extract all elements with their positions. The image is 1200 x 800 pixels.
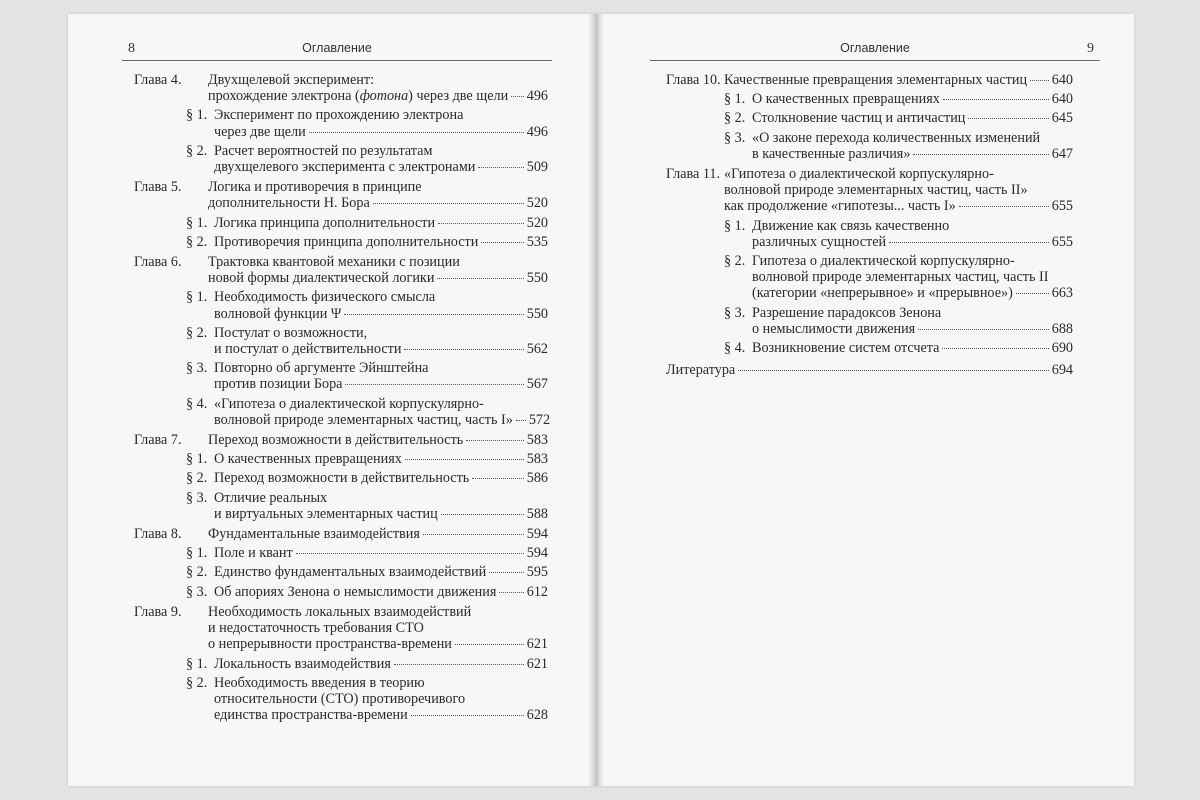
section-title: Возникновение систем отсчета (752, 340, 940, 357)
page-number: 550 (526, 270, 548, 287)
chapter-title-row (134, 254, 548, 270)
page-number: 509 (526, 159, 548, 176)
page-number: 628 (526, 707, 548, 724)
chapter-label: Глава 7. (134, 432, 182, 449)
chapter-title-row (134, 270, 548, 286)
chapter-title: волновой природе элементарных частиц, часть II» (724, 182, 1028, 199)
chapter-title-row (666, 72, 1073, 88)
section-title: Расчет вероятностей по результатам (214, 142, 433, 159)
section-title: Необходимость физического смысла (214, 289, 436, 306)
chapter-title-row (134, 88, 548, 104)
section-title-row (724, 110, 1073, 126)
section-title: о немыслимости движения (752, 320, 916, 337)
chapter-title: о непрерывности пространства-времени (208, 636, 452, 653)
section-title: волновой природе элементарных частиц, часть I» (214, 411, 513, 428)
section-label: § 3. (186, 489, 208, 506)
chapter-title: «Гипотеза о диалектической корпускулярно- (724, 166, 994, 183)
section-title: Необходимость введения в теорию (214, 674, 425, 691)
section-label: § 1. (186, 655, 208, 672)
section-title: Столкновение частиц и античастиц (752, 110, 966, 127)
chapter-title: Необходимость локальных взаимодействий (208, 603, 472, 620)
page-number: 621 (526, 655, 548, 672)
toc-section (134, 325, 548, 357)
section-title-row (186, 107, 548, 123)
toc-section (666, 340, 1073, 356)
toc-section (666, 130, 1073, 162)
section-title-row (724, 269, 1073, 285)
section-title-row (186, 490, 548, 506)
toc-section (134, 289, 548, 321)
chapter-title: как продолжение «гипотезы... часть I» (724, 198, 956, 215)
dot-leader (942, 348, 1048, 349)
section-title: «Гипотеза о диалектической корпускулярно- (214, 395, 484, 412)
section-title-row (186, 376, 548, 392)
chapter-title: дополнительности Н. Бора (208, 195, 370, 212)
section-label: § 3. (186, 583, 208, 600)
dot-leader (373, 203, 524, 204)
toc-literature (666, 362, 1073, 378)
section-title-row (186, 234, 548, 250)
left-page-number: 8 (128, 41, 135, 56)
section-title-row (724, 285, 1073, 301)
dot-leader (404, 349, 523, 350)
dot-leader (913, 154, 1048, 155)
dot-leader (499, 592, 523, 593)
page-number: 655 (1051, 233, 1073, 250)
section-title: Противоречия принципа дополнительности (214, 233, 479, 250)
section-title-row (186, 325, 548, 341)
section-title-row (186, 341, 548, 357)
section-title: Повторно об аргументе Эйнштейна (214, 360, 429, 377)
toc-section (134, 451, 548, 467)
section-title: в качественные различия» (752, 145, 911, 162)
section-title: и постулат о действительности (214, 341, 402, 358)
chapter-title: прохождение электрона (фотона) через две щели (208, 88, 509, 105)
section-title-row (186, 159, 548, 175)
dot-leader (511, 96, 524, 97)
section-title: Локальность взаимодействия (214, 655, 391, 672)
toc-chapter (666, 166, 1073, 356)
dot-leader (411, 715, 524, 716)
chapter-title: Двухщелевой эксперимент: (208, 72, 375, 88)
section-title-row (186, 675, 548, 691)
page-number: 688 (1051, 320, 1073, 337)
page-number: 663 (1051, 285, 1073, 302)
chapter-title-row (134, 604, 548, 620)
section-label: § 1. (724, 91, 746, 108)
section-title-row (186, 289, 548, 305)
right-page-header (650, 40, 1100, 61)
section-label: § 1. (186, 214, 208, 231)
toc-section (134, 470, 548, 486)
toc-chapter (134, 254, 551, 428)
dot-leader (345, 384, 523, 385)
section-title-row (186, 656, 548, 672)
section-title: Эксперимент по прохождению электрона (214, 107, 464, 124)
section-title: О качественных превращениях (214, 451, 402, 468)
dot-leader (1016, 293, 1049, 294)
dot-leader (738, 370, 1048, 371)
left-page-running-title: Оглавление (302, 41, 372, 55)
section-label: § 2. (186, 142, 208, 159)
section-title-row (724, 234, 1073, 250)
chapter-title-row (134, 620, 548, 636)
page-number: 647 (1051, 145, 1073, 162)
section-label: § 1. (724, 217, 746, 234)
section-title: единства пространства-времени (214, 707, 408, 724)
dot-leader (918, 329, 1049, 330)
dot-leader (959, 206, 1049, 207)
section-title-row (186, 564, 548, 580)
toc-chapter (134, 432, 548, 522)
section-title: двухщелевого эксперимента с электронами (214, 159, 476, 176)
chapter-title-row (134, 72, 548, 88)
chapter-label: Глава 8. (134, 526, 182, 543)
chapter-title-row (134, 179, 548, 195)
section-label: § 4. (186, 395, 208, 412)
chapter-title: новой формы диалектической логики (208, 270, 435, 287)
section-title-row (186, 124, 548, 140)
left-page-toc (134, 72, 551, 727)
chapter-title: Фундаментальные взаимодействия (208, 526, 420, 543)
section-label: § 4. (724, 340, 746, 357)
section-title-row (724, 146, 1073, 162)
right-page-toc (666, 72, 1073, 378)
page-number: 535 (526, 233, 548, 250)
page-number: 621 (526, 636, 548, 653)
section-title-row (186, 411, 551, 428)
section-title: Гипотеза о диалектической корпускулярно- (752, 253, 1015, 270)
dot-leader (943, 99, 1049, 100)
section-title: волновой функции Ψ (214, 305, 342, 322)
chapter-label: Глава 9. (134, 603, 182, 620)
dot-leader (405, 459, 524, 460)
dot-leader (516, 420, 526, 421)
section-title-row (186, 451, 548, 467)
chapter-label: Глава 11. (666, 166, 721, 183)
right-page-running-title: Оглавление (840, 41, 910, 55)
dot-leader (455, 644, 524, 645)
section-label: § 1. (186, 289, 208, 306)
dot-leader (889, 242, 1049, 243)
section-title: различных сущностей (752, 233, 887, 250)
section-title-row (186, 545, 548, 561)
left-page-header (122, 40, 552, 61)
literature-title: Литература (666, 362, 736, 379)
toc-chapter (134, 72, 548, 175)
toc-section (134, 360, 548, 392)
toc-section (134, 675, 548, 724)
dot-leader (478, 167, 523, 168)
chapter-title: Качественные превращения элементарных частиц (724, 72, 1028, 88)
section-label: § 3. (724, 304, 746, 321)
dot-leader (466, 440, 523, 441)
dot-leader (968, 118, 1048, 119)
section-title-row (724, 340, 1073, 356)
section-title: О качественных превращениях (752, 91, 940, 108)
section-title: Логика принципа дополнительности (214, 214, 436, 231)
chapter-title-row (134, 195, 548, 211)
page-number: 594 (526, 545, 548, 562)
section-title-row (186, 707, 548, 723)
toc-section (134, 656, 548, 672)
section-label: § 2. (186, 470, 208, 487)
section-title: против позиции Бора (214, 376, 343, 393)
dot-leader (437, 278, 523, 279)
italic-emphasis: фотона (359, 88, 409, 105)
page-number: 496 (526, 88, 548, 105)
page-number: 594 (526, 526, 548, 543)
section-title-row (186, 691, 548, 707)
section-title-row (186, 396, 548, 412)
section-label: § 2. (186, 324, 208, 341)
section-label: § 1. (186, 545, 208, 562)
toc-section (134, 564, 548, 580)
section-label: § 2. (724, 110, 746, 127)
dot-leader (394, 664, 524, 665)
dot-leader (296, 553, 524, 554)
section-title: (категории «непрерывное» и «прерывное») (752, 285, 1013, 302)
chapter-title-row (666, 182, 1073, 198)
page-number: 550 (526, 305, 548, 322)
chapter-title: Логика и противоречия в принципе (208, 179, 422, 196)
toc-section (666, 110, 1073, 126)
section-title-row (724, 321, 1073, 337)
section-title: Разрешение парадоксов Зенона (752, 304, 942, 321)
section-title-row (186, 215, 548, 231)
page-number: 572 (528, 411, 551, 428)
book-gutter (588, 14, 604, 786)
section-title: Поле и квант (214, 545, 293, 562)
chapter-title: Трактовка квантовой механики с позиции (208, 254, 460, 271)
section-label: § 1. (186, 451, 208, 468)
section-title-row (724, 130, 1073, 146)
toc-chapter (666, 72, 1073, 162)
dot-leader (472, 478, 523, 479)
section-label: § 1. (186, 107, 208, 124)
page-number: 640 (1051, 72, 1073, 88)
toc-section (134, 143, 548, 175)
chapter-label: Глава 4. (134, 72, 182, 88)
chapter-title-row (134, 432, 548, 448)
section-title-row (186, 360, 548, 376)
dot-leader (438, 223, 524, 224)
toc-section (134, 234, 548, 250)
section-title: Движение как связь качественно (752, 217, 950, 234)
toc-section (666, 218, 1073, 250)
toc-section (134, 584, 548, 600)
section-title-row (724, 91, 1073, 107)
section-label: § 2. (186, 564, 208, 581)
section-title: через две щели (214, 123, 306, 140)
section-title: «О законе перехода количественных изменений (752, 129, 1041, 146)
section-title-row (186, 143, 548, 159)
page-number: 567 (526, 376, 548, 393)
section-title: волновой природе элементарных частиц, часть II (752, 269, 1049, 286)
toc-section (134, 545, 548, 561)
toc-section (134, 215, 548, 231)
page-number: 496 (526, 123, 548, 140)
section-label: § 2. (724, 253, 746, 270)
dot-leader (441, 514, 524, 515)
section-label: § 2. (186, 674, 208, 691)
chapter-label: Глава 6. (134, 254, 182, 271)
section-title-row (186, 306, 548, 322)
chapter-label: Глава 10. (666, 72, 721, 88)
chapter-title-row (666, 198, 1073, 214)
chapter-title-row (134, 636, 548, 652)
section-title: относительности (СТО) противоречивого (214, 690, 466, 707)
dot-leader (489, 572, 524, 573)
section-title: Постулат о возможности, (214, 324, 368, 341)
section-title-row (724, 253, 1073, 269)
chapter-title-row (134, 526, 548, 542)
section-label: § 3. (724, 129, 746, 146)
chapter-title: и недостаточность требования СТО (208, 620, 424, 637)
dot-leader (309, 132, 524, 133)
literature-row (666, 362, 1073, 378)
dot-leader (1030, 80, 1049, 81)
toc-section (666, 253, 1073, 302)
dot-leader (423, 534, 524, 535)
toc-section (666, 305, 1073, 337)
section-title-row (724, 305, 1073, 321)
page-number: 520 (526, 214, 548, 231)
section-title-row (186, 506, 548, 522)
page-number: 595 (526, 564, 548, 581)
page-number: 586 (526, 470, 548, 487)
page-number: 588 (526, 505, 548, 522)
page-number: 690 (1051, 340, 1073, 357)
section-title: и виртуальных элементарных частиц (214, 505, 438, 522)
page-number: 640 (1051, 91, 1073, 108)
right-page-number: 9 (1087, 41, 1094, 56)
page-number: 520 (526, 195, 548, 212)
page-number: 583 (526, 432, 548, 449)
toc-section (134, 395, 551, 428)
page-number: 562 (526, 341, 548, 358)
toc-section (134, 490, 548, 522)
toc-section (666, 91, 1073, 107)
chapter-title: Переход возможности в действительность (208, 432, 464, 449)
section-title: Об апориях Зенона о немыслимости движения (214, 583, 497, 600)
toc-chapter (134, 604, 548, 723)
chapter-title-row (666, 166, 1073, 182)
section-label: § 2. (186, 233, 208, 250)
toc-chapter (134, 179, 548, 250)
section-label: § 3. (186, 360, 208, 377)
page-number: 694 (1051, 362, 1073, 379)
toc-chapter (134, 526, 548, 600)
page-number: 583 (526, 451, 548, 468)
dot-leader (344, 314, 523, 315)
section-title: Отличие реальных (214, 489, 328, 506)
section-title: Единство фундаментальных взаимодействий (214, 564, 487, 581)
toc-section (134, 107, 548, 139)
page-number: 655 (1051, 198, 1073, 215)
section-title-row (186, 470, 548, 486)
page-number: 645 (1051, 110, 1073, 127)
section-title-row (186, 584, 548, 600)
section-title-row (724, 218, 1073, 234)
chapter-label: Глава 5. (134, 179, 182, 196)
section-title: Переход возможности в действительность (214, 470, 470, 487)
page-number: 612 (526, 583, 548, 600)
dot-leader (481, 242, 523, 243)
